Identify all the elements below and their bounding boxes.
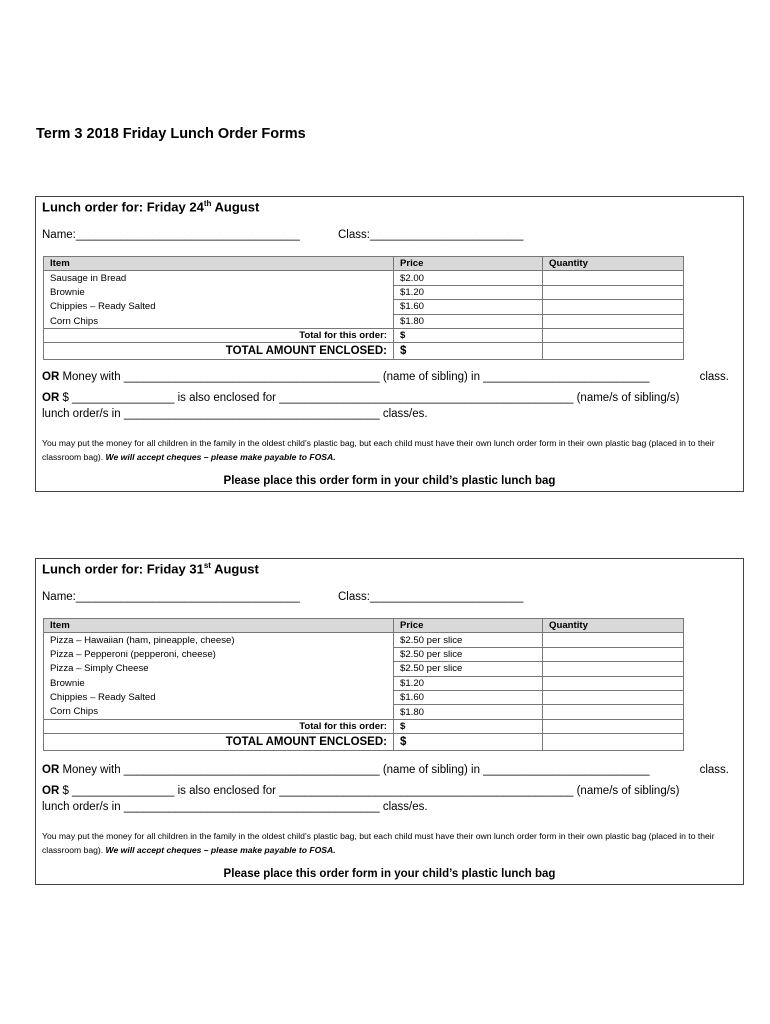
item-price: $1.60 bbox=[394, 690, 543, 704]
table-row bbox=[44, 314, 684, 328]
name-field[interactable]: Name:___________________________________ bbox=[42, 229, 300, 241]
table-row bbox=[44, 676, 684, 690]
item-price: $1.80 bbox=[394, 705, 543, 719]
quantity-cell[interactable] bbox=[543, 271, 684, 285]
item-price: $1.80 bbox=[394, 314, 543, 328]
table-row bbox=[44, 633, 684, 647]
table-header-row bbox=[44, 257, 684, 271]
item-name: Pizza – Pepperoni (pepperoni, cheese) bbox=[44, 647, 394, 661]
name-field[interactable]: Name:___________________________________ bbox=[42, 591, 300, 603]
table-row bbox=[44, 705, 684, 719]
total-quantity-cell bbox=[543, 328, 684, 342]
item-price: $1.20 bbox=[394, 285, 543, 299]
item-name: Sausage in Bread bbox=[44, 271, 394, 285]
item-price: $1.60 bbox=[394, 300, 543, 314]
class-field[interactable]: Class:________________________ bbox=[338, 591, 524, 603]
quantity-cell[interactable] bbox=[543, 300, 684, 314]
lunch-order-form bbox=[35, 558, 744, 885]
grand-total-row bbox=[44, 343, 684, 360]
item-name: Corn Chips bbox=[44, 314, 394, 328]
order-table bbox=[43, 618, 684, 751]
item-name: Corn Chips bbox=[44, 705, 394, 719]
page-title: Term 3 2018 Friday Lunch Order Forms bbox=[36, 126, 306, 142]
col-item: Item bbox=[44, 257, 394, 271]
grand-total-label: TOTAL AMOUNT ENCLOSED: bbox=[44, 734, 394, 751]
quantity-cell[interactable] bbox=[543, 285, 684, 299]
quantity-cell[interactable] bbox=[543, 690, 684, 704]
sibling-class-line[interactable]: lunch order/s in ________________________________________ class/es. bbox=[42, 801, 428, 813]
col-quantity: Quantity bbox=[543, 257, 684, 271]
grand-total-label: TOTAL AMOUNT ENCLOSED: bbox=[44, 343, 394, 360]
place-instruction: Please place this order form in your child’s plastic lunch bag bbox=[223, 868, 556, 880]
col-quantity: Quantity bbox=[543, 619, 684, 633]
sibling-enclosed-line[interactable]: OR $ ________________ is also enclosed for ______________________________________________ (name/s of sibling/s) bbox=[42, 392, 680, 404]
order-table bbox=[43, 256, 684, 360]
lunch-order-form bbox=[35, 196, 744, 492]
item-name: Pizza – Simply Cheese bbox=[44, 662, 394, 676]
total-quantity-cell bbox=[543, 719, 684, 733]
item-name: Chippies – Ready Salted bbox=[44, 690, 394, 704]
form-header: Lunch order for: Friday 31st August bbox=[42, 561, 259, 577]
grand-total-value[interactable]: $ bbox=[394, 734, 543, 751]
payment-note: You may put the money for all children in the family in the oldest child’s plastic bag, but each child must have their own lunch order form in their own plastic bag (placed in to their classroom bag). We will accept cheques – please make payable to FOSA. bbox=[42, 438, 715, 462]
item-name: Chippies – Ready Salted bbox=[44, 300, 394, 314]
table-row bbox=[44, 690, 684, 704]
col-item: Item bbox=[44, 619, 394, 633]
total-label: Total for this order: bbox=[44, 328, 394, 342]
item-price: $2.00 bbox=[394, 271, 543, 285]
grand-total-value[interactable]: $ bbox=[394, 343, 543, 360]
grand-total-quantity-cell bbox=[543, 343, 684, 360]
item-name: Brownie bbox=[44, 285, 394, 299]
quantity-cell[interactable] bbox=[543, 705, 684, 719]
total-row bbox=[44, 328, 684, 342]
quantity-cell[interactable] bbox=[543, 647, 684, 661]
quantity-cell[interactable] bbox=[543, 662, 684, 676]
sibling-money-line[interactable]: OR Money with ________________________________________ (name of sibling) in __________________________ class. bbox=[42, 764, 729, 776]
table-row bbox=[44, 647, 684, 661]
table-row bbox=[44, 300, 684, 314]
quantity-cell[interactable] bbox=[543, 314, 684, 328]
table-header-row bbox=[44, 619, 684, 633]
item-price: $2.50 per slice bbox=[394, 647, 543, 661]
place-instruction: Please place this order form in your child’s plastic lunch bag bbox=[223, 475, 556, 487]
quantity-cell[interactable] bbox=[543, 676, 684, 690]
grand-total-row bbox=[44, 734, 684, 751]
item-name: Pizza – Hawaiian (ham, pineapple, cheese) bbox=[44, 633, 394, 647]
item-name: Brownie bbox=[44, 676, 394, 690]
total-label: Total for this order: bbox=[44, 719, 394, 733]
table-row bbox=[44, 271, 684, 285]
table-row bbox=[44, 662, 684, 676]
sibling-class-line[interactable]: lunch order/s in ________________________________________ class/es. bbox=[42, 408, 428, 420]
quantity-cell[interactable] bbox=[543, 633, 684, 647]
sibling-money-line[interactable]: OR Money with ________________________________________ (name of sibling) in __________________________ class. bbox=[42, 371, 729, 383]
item-price: $1.20 bbox=[394, 676, 543, 690]
grand-total-quantity-cell bbox=[543, 734, 684, 751]
total-value[interactable]: $ bbox=[394, 328, 543, 342]
form-header: Lunch order for: Friday 24th August bbox=[42, 199, 260, 215]
class-field[interactable]: Class:________________________ bbox=[338, 229, 524, 241]
payment-note: You may put the money for all children in the family in the oldest child’s plastic bag, but each child must have their own lunch order form in their own plastic bag (placed in to their classroom bag). We will accept cheques – please make payable to FOSA. bbox=[42, 831, 715, 855]
sibling-enclosed-line[interactable]: OR $ ________________ is also enclosed for ______________________________________________ (name/s of sibling/s) bbox=[42, 785, 680, 797]
table-row bbox=[44, 285, 684, 299]
col-price: Price bbox=[394, 257, 543, 271]
col-price: Price bbox=[394, 619, 543, 633]
total-row bbox=[44, 719, 684, 733]
item-price: $2.50 per slice bbox=[394, 662, 543, 676]
total-value[interactable]: $ bbox=[394, 719, 543, 733]
item-price: $2.50 per slice bbox=[394, 633, 543, 647]
